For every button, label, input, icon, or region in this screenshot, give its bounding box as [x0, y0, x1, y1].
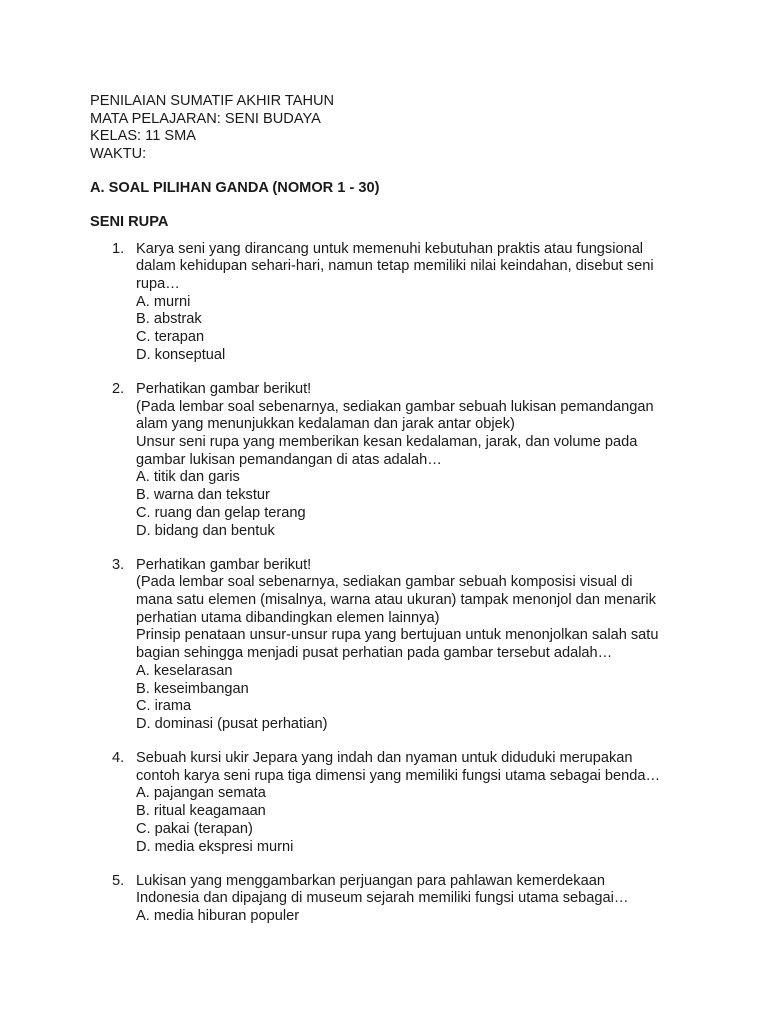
answer-option: B. keseimbangan: [136, 680, 249, 697]
answer-option: D. bidang dan bentuk: [136, 522, 275, 539]
answer-option: B. abstrak: [136, 311, 202, 328]
answer-option: B. ritual keagamaan: [136, 803, 266, 820]
answer-option: A. media hiburan populer: [136, 908, 300, 925]
answer-option: C. irama: [136, 698, 192, 715]
question-number: 5.: [112, 872, 125, 889]
question-item: [90, 381, 690, 540]
answer-option: A. murni: [136, 293, 191, 310]
section-title: A. SOAL PILIHAN GANDA (NOMOR 1 - 30): [90, 180, 380, 197]
question-text: rupa…: [136, 275, 180, 292]
answer-option: D. konseptual: [136, 346, 226, 363]
subject-line: MATA PELAJARAN: SENI BUDAYA: [90, 110, 321, 127]
question-text: Perhatikan gambar berikut!: [136, 556, 312, 573]
answer-option: A. titik dan garis: [136, 469, 240, 486]
question-item: [90, 750, 690, 856]
question-text: Unsur seni rupa yang memberikan kesan kedalaman, jarak, dan volume pada: [136, 433, 638, 450]
time-line: WAKTU:: [90, 145, 147, 162]
class-line: KELAS: 11 SMA: [90, 128, 196, 145]
answer-option: C. terapan: [136, 329, 205, 346]
answer-option: A. pajangan semata: [136, 785, 266, 802]
answer-option: C. ruang dan gelap terang: [136, 504, 306, 521]
answer-option: A. keselarasan: [136, 662, 233, 679]
question-text: alam yang menunjukkan kedalaman dan jarak antar objek): [136, 416, 515, 433]
answer-option: D. dominasi (pusat perhatian): [136, 715, 328, 732]
question-text: (Pada lembar soal sebenarnya, sediakan gambar sebuah komposisi visual di: [136, 574, 633, 591]
question-text: (Pada lembar soal sebenarnya, sediakan gambar sebuah lukisan pemandangan: [136, 398, 654, 415]
question-item: [90, 873, 690, 926]
question-text: gambar lukisan pemandangan di atas adalah…: [136, 451, 442, 468]
question-text: Perhatikan gambar berikut!: [136, 380, 312, 397]
question-text: contoh karya seni rupa tiga dimensi yang memiliki fungsi utama sebagai benda…: [136, 767, 661, 784]
question-text: bagian sehingga menjadi pusat perhatian pada gambar tersebut adalah…: [136, 645, 613, 662]
question-text: mana satu elemen (misalnya, warna atau ukuran) tampak menonjol dan menarik: [136, 592, 656, 608]
question-number: 3.: [112, 556, 125, 573]
question-text: Sebuah kursi ukir Jepara yang indah dan nyaman untuk diduduki merupakan: [136, 750, 633, 767]
question-text: dalam kehidupan sehari-hari, namun tetap memiliki nilai keindahan, disebut seni: [136, 258, 654, 275]
answer-option: D. media ekspresi murni: [136, 838, 294, 855]
question-text: Lukisan yang menggambarkan perjuangan para pahlawan kemerdekaan: [136, 872, 605, 889]
question-number: 4.: [112, 750, 125, 767]
answer-option: C. pakai (terapan): [136, 820, 253, 837]
question-text: Karya seni yang dirancang untuk memenuhi kebutuhan praktis atau fungsional: [136, 240, 644, 257]
question-text: perhatian utama dibandingkan elemen lainnya): [136, 609, 440, 626]
question-text: Indonesia dan dipajang di museum sejarah memiliki fungsi utama sebagai…: [136, 890, 629, 907]
answer-option: B. warna dan tekstur: [136, 487, 270, 504]
exam-title: PENILAIAN SUMATIF AKHIR TAHUN: [90, 93, 335, 109]
document-page: [90, 93, 690, 942]
question-number: 1.: [112, 240, 125, 257]
question-item: [90, 557, 690, 734]
subsection-title: SENI RUPA: [90, 213, 169, 230]
document-header: [90, 93, 690, 163]
question-item: [90, 241, 690, 365]
question-number: 2.: [112, 380, 125, 397]
question-list: [90, 241, 690, 926]
question-text: Prinsip penataan unsur-unsur rupa yang bertujuan untuk menonjolkan salah satu: [136, 627, 659, 644]
